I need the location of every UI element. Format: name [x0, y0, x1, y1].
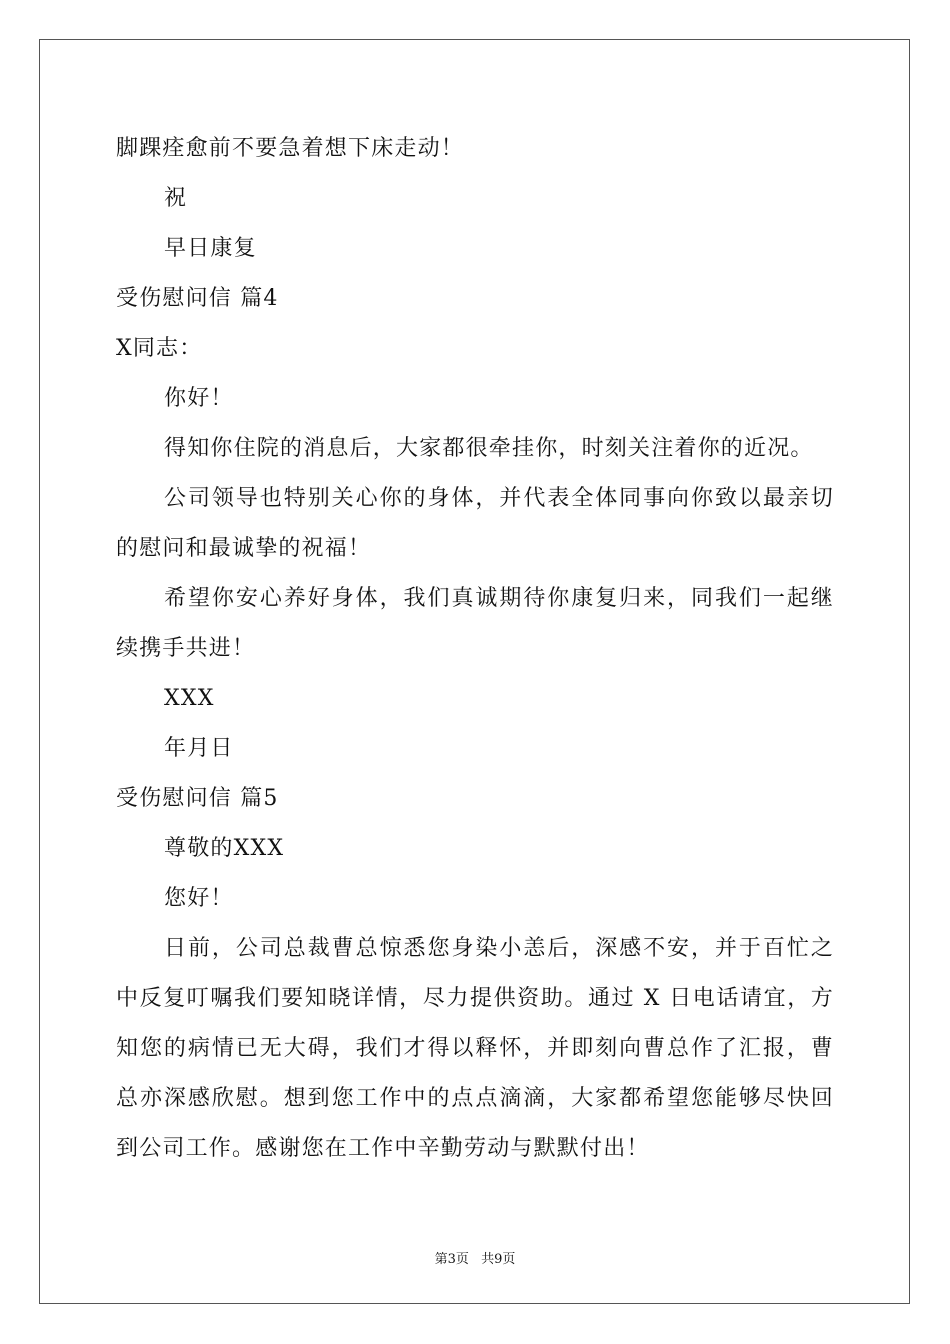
paragraph: 希望你安心养好身体，我们真诚期待你康复归来，同我们一起继续携手共进！ — [116, 586, 834, 661]
document-body — [116, 124, 834, 1174]
page-total: 共9页 — [481, 1252, 516, 1267]
paragraph: 日前，公司总裁曹总惊悉您身染小恙后，深感不安，并于百忙之中反复叮嘱我们要知晓详情，尽力提供资助。通过 X 日电话请宜，方知您的病情已无大碍，我们才得以释怀，并即刻向曹总作了汇报，曹总亦深感欣慰。想到您工作中的点点滴滴，大家都希望您能够尽快回到公司工作。感谢您在工作中辛勤劳动与默默付出！ — [116, 936, 834, 1161]
text-line: 脚踝痊愈前不要急着想下床走动！ — [116, 136, 465, 161]
paragraph: 得知你住院的消息后，大家都很牵挂你，时刻关注着你的近况。 — [164, 436, 814, 461]
page-number: 第3页 — [434, 1252, 469, 1267]
section-heading: 受伤慰问信 篇4 — [116, 286, 279, 311]
signature: XXX — [164, 686, 215, 711]
greeting: 你好！ — [164, 386, 234, 411]
text-line: 祝 — [164, 186, 188, 211]
greeting: 您好！ — [164, 886, 234, 911]
salutation: 尊敬的XXX — [164, 836, 285, 861]
text-line: 早日康复 — [164, 236, 257, 261]
page-footer — [0, 1248, 950, 1267]
section-heading: 受伤慰问信 篇5 — [116, 786, 279, 811]
salutation: X同志： — [116, 336, 203, 361]
paragraph: 公司领导也特别关心你的身体，并代表全体同事向你致以最亲切的慰问和最诚挚的祝福！ — [116, 486, 834, 561]
date: 年月日 — [164, 736, 234, 761]
